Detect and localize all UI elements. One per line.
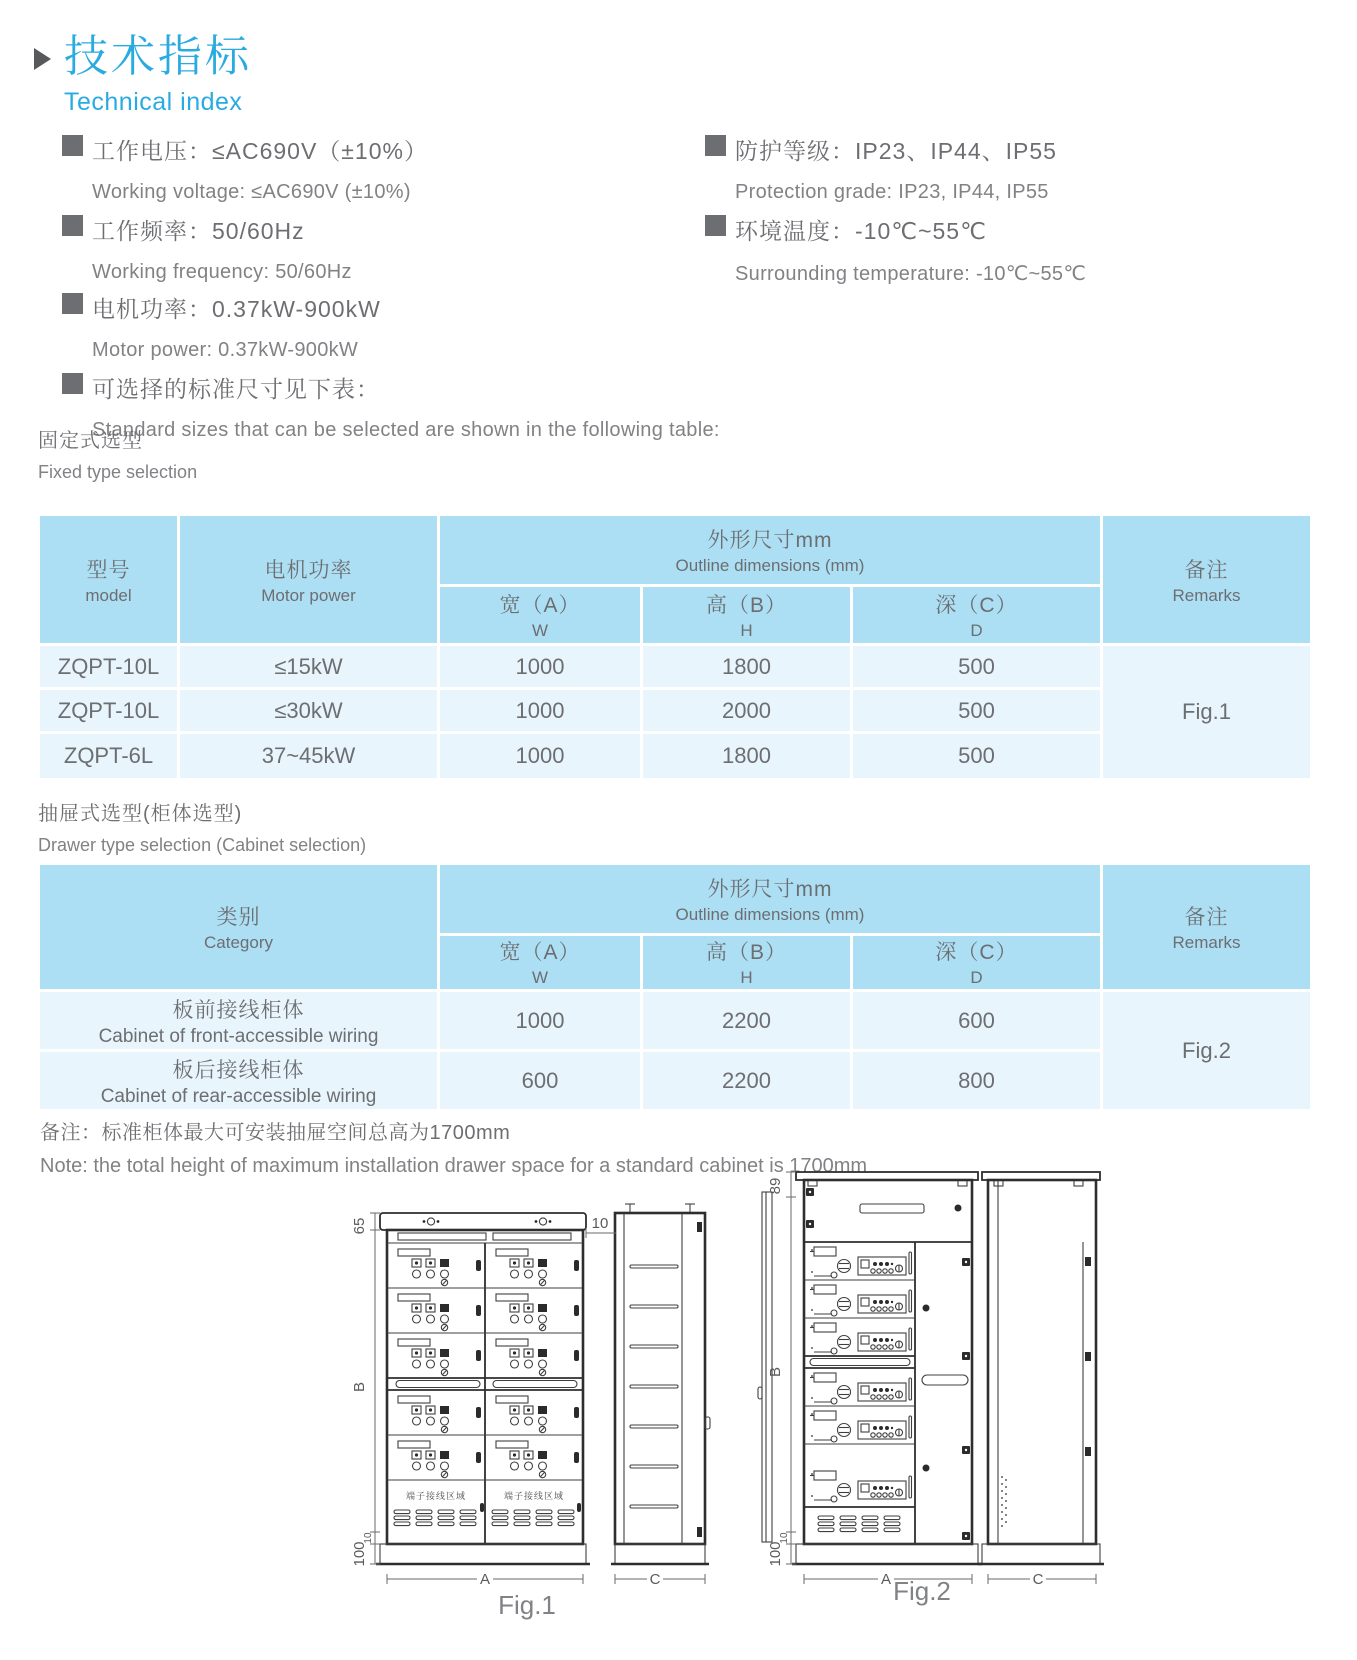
drawer-unit (496, 1441, 579, 1478)
cell-width: 600 (439, 1051, 642, 1111)
cell-depth: 800 (852, 1051, 1102, 1111)
table-row (39, 645, 1312, 689)
fig2-front-view (792, 1172, 982, 1564)
fig1-group (351, 1204, 710, 1620)
drawer-unit (496, 1396, 579, 1433)
spec-cn: 环境温度：-10℃~55℃ (735, 218, 987, 244)
spec-cn: 工作频率：50/60Hz (92, 218, 305, 244)
cell-power: 37~45kW (179, 733, 439, 780)
page-subtitle: Technical index (64, 88, 243, 117)
drawer-unit (398, 1294, 481, 1331)
square-bullet-icon (705, 135, 726, 156)
spec-en: Working frequency: 50/60Hz (92, 261, 352, 283)
door-handle (922, 1375, 968, 1385)
cell-model: ZQPT-10L (39, 689, 179, 733)
cell-height: 1800 (642, 733, 852, 780)
drawer-unit (810, 1411, 912, 1442)
cell-height: 2200 (642, 991, 852, 1051)
spec-surrounding-temperature (705, 213, 1325, 286)
col-header-width: 宽（A） W (439, 934, 642, 990)
hinge-icon (806, 1188, 814, 1196)
fig1-dim-C: C (649, 1571, 661, 1588)
drawer-unit (496, 1294, 579, 1331)
side-vent-dots (1001, 1476, 1007, 1527)
section-label-en: Drawer type selection (Cabinet selection) (38, 835, 367, 855)
col-header-width: 宽（A） W (439, 585, 642, 644)
col-header-outline-dimensions: 外形尺寸mm Outline dimensions (mm) (439, 864, 1102, 935)
terminal-area-label: 端子接线区域 (405, 1491, 467, 1501)
cell-width: 1000 (439, 645, 642, 689)
col-header-model: 型号 model (39, 515, 179, 645)
hinge-icon (962, 1352, 970, 1360)
col-header-category: 类别 Category (39, 864, 439, 991)
drawer-unit (398, 1396, 481, 1433)
fig1-dim-65: 65 (351, 1217, 368, 1235)
fig1-dim-100: 100 (351, 1541, 368, 1567)
hinge-icon (806, 1220, 814, 1228)
drawer-unit (496, 1249, 579, 1286)
drawer-type-table (37, 862, 1313, 1112)
spec-en: Standard sizes that can be selected are shown in the following table: (92, 419, 720, 441)
col-header-remarks: 备注 Remarks (1102, 864, 1312, 991)
fig1-dim-10-bottom: 10 (363, 1532, 374, 1544)
cell-depth: 500 (852, 733, 1102, 780)
fig1-side-view (611, 1204, 710, 1564)
fig1-dim-B: B (351, 1381, 368, 1393)
technical-drawings (330, 1092, 1120, 1652)
col-header-height: 高（B） H (642, 934, 852, 990)
fig1-dim-10-top: 10 (591, 1215, 609, 1232)
cell-depth: 600 (852, 991, 1102, 1051)
fig2-dimensions (767, 1172, 1096, 1588)
col-header-height: 高（B） H (642, 585, 852, 644)
square-bullet-icon (62, 135, 83, 156)
table-header-row (39, 864, 1312, 935)
fig2-dim-10: 10 (779, 1532, 790, 1544)
cell-height: 2200 (642, 1051, 852, 1111)
fig1-caption: Fig.1 (498, 1590, 556, 1620)
cell-width: 1000 (439, 991, 642, 1051)
cell-remark-fig1: Fig.1 (1102, 645, 1312, 780)
section-label-en: Fixed type selection (38, 462, 198, 482)
spec-cn: 工作电压：≤AC690V（±10%） (92, 138, 428, 164)
cell-category: 板后接线柜体 Cabinet of rear-accessible wiring (39, 1051, 439, 1111)
spec-protection-grade (705, 133, 1325, 204)
fig2-dim-100: 100 (767, 1541, 784, 1567)
fig2-group (758, 1172, 1104, 1606)
drawer-unit (810, 1373, 912, 1404)
fixed-type-table (37, 513, 1313, 781)
hinge-icon (962, 1258, 970, 1266)
cell-model: ZQPT-6L (39, 733, 179, 780)
triangle-bullet-icon (34, 48, 51, 70)
table-row (39, 991, 1312, 1051)
footnote-cn: 备注：标准柜体最大可安装抽屉空间总高为1700mm (40, 1122, 511, 1144)
col-header-depth: 深（C） D (852, 934, 1102, 990)
fig1-front-view (376, 1213, 590, 1564)
square-bullet-icon (705, 215, 726, 236)
drawer-unit (810, 1323, 912, 1354)
drawer-unit (398, 1249, 481, 1286)
fig1-dim-A: A (479, 1571, 491, 1588)
col-header-depth: 深（C） D (852, 585, 1102, 644)
spec-cn: 可选择的标准尺寸见下表： (92, 376, 380, 402)
spec-en: Protection grade: IP23, IP44, IP55 (735, 181, 1049, 203)
spec-en: Working voltage: ≤AC690V (±10%) (92, 181, 411, 203)
drawer-unit (398, 1441, 481, 1478)
cell-depth: 500 (852, 645, 1102, 689)
square-bullet-icon (62, 373, 83, 394)
drawer-unit (810, 1471, 912, 1502)
section-drawer-type (38, 797, 366, 856)
section-label-cn: 抽屉式选型(柜体选型) (38, 803, 243, 825)
fig2-dim-89: 89 (767, 1177, 784, 1195)
square-bullet-icon (62, 215, 83, 236)
fig2-caption: Fig.2 (893, 1576, 951, 1606)
col-header-remarks: 备注 Remarks (1102, 515, 1312, 645)
page-header (34, 34, 252, 117)
footnote-en: Note: the total height of maximum installation drawer space for a standard cabinet is 1700mm (40, 1155, 868, 1177)
cell-remark-fig2: Fig.2 (1102, 991, 1312, 1111)
terminal-area-label: 端子接线区域 (503, 1491, 565, 1501)
drawer-unit (810, 1247, 912, 1278)
page-title: 技术指标 (64, 32, 252, 81)
section-fixed-type (38, 424, 197, 483)
spec-cn: 防护等级：IP23、IP44、IP55 (735, 138, 1057, 164)
fig2-cable-door (922, 1258, 970, 1540)
cell-depth: 500 (852, 689, 1102, 733)
drawer-unit (496, 1339, 579, 1376)
spec-cn: 电机功率：0.37kW-900kW (92, 296, 381, 322)
cell-category: 板前接线柜体 Cabinet of front-accessible wiring (39, 991, 439, 1051)
hinge-icon (962, 1532, 970, 1540)
fig2-dim-B: B (767, 1366, 784, 1378)
cell-width: 1000 (439, 733, 642, 780)
cell-width: 1000 (439, 689, 642, 733)
col-header-outline-dimensions: 外形尺寸mm Outline dimensions (mm) (439, 515, 1102, 586)
cell-power: ≤15kW (179, 645, 439, 689)
spec-working-voltage (62, 133, 662, 204)
square-bullet-icon (62, 293, 83, 314)
fig2-dim-A: A (880, 1571, 892, 1588)
section-label-cn: 固定式选型 (38, 430, 143, 452)
hinge-icon (962, 1446, 970, 1454)
drawer-unit (398, 1339, 481, 1376)
spec-working-frequency (62, 213, 662, 284)
cell-model: ZQPT-10L (39, 645, 179, 689)
fig2-dim-C: C (1032, 1571, 1044, 1588)
col-header-motor-power: 电机功率 Motor power (179, 515, 439, 645)
drawer-unit (810, 1285, 912, 1316)
cell-height: 2000 (642, 689, 852, 733)
spec-en: Surrounding temperature: -10℃~55℃ (735, 263, 1087, 285)
cell-height: 1800 (642, 645, 852, 689)
spec-en: Motor power: 0.37kW-900kW (92, 339, 359, 361)
cell-power: ≤30kW (179, 689, 439, 733)
table-header-row (39, 515, 1312, 586)
fig2-side-view (978, 1172, 1104, 1564)
spec-motor-power (62, 291, 662, 362)
